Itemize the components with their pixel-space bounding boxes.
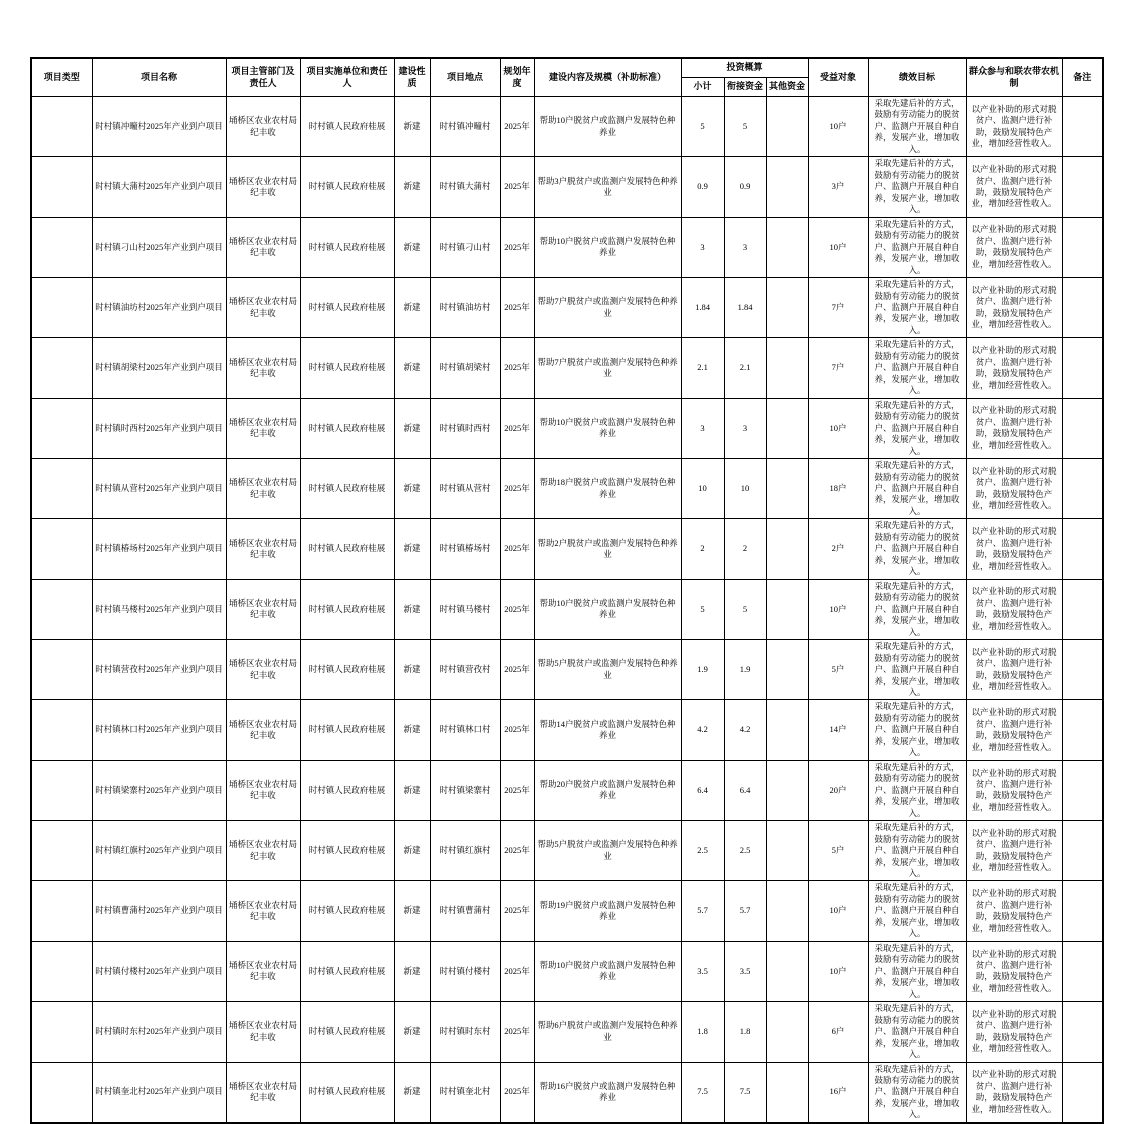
cell-remarks [1062, 760, 1103, 820]
cell-subtotal: 0.9 [681, 157, 724, 217]
cell-remarks [1062, 640, 1103, 700]
cell-remarks [1062, 157, 1103, 217]
table-row [31, 217, 1103, 277]
cell-year: 2025年 [500, 97, 534, 157]
cell-project-type [31, 157, 92, 217]
table-row [31, 519, 1103, 579]
cell-nature: 新建 [394, 941, 430, 1001]
cell-content: 帮助10户脱贫户或监测户发展特色种养业 [534, 579, 681, 639]
cell-participation: 以产业补助的形式对脱贫户、监测户进行补助，鼓励发展特色产业，增加经营性收入。 [966, 579, 1062, 639]
cell-authority: 埇桥区农业农村局 纪丰收 [226, 459, 300, 519]
project-table [30, 57, 1104, 1124]
cell-year: 2025年 [500, 398, 534, 458]
cell-project-name: 时村镇椿场村2025年产业到户项目 [92, 519, 226, 579]
cell-nature: 新建 [394, 1002, 430, 1062]
cell-implementer: 时村镇人民政府桂展 [300, 519, 394, 579]
cell-other-funds [766, 640, 808, 700]
cell-year: 2025年 [500, 278, 534, 338]
cell-cohesion-funds: 3 [724, 217, 766, 277]
cell-authority: 埇桥区农业农村局 纪丰收 [226, 700, 300, 760]
cell-location: 时村镇胡梁村 [430, 338, 500, 398]
cell-nature: 新建 [394, 579, 430, 639]
cell-cohesion-funds: 3.5 [724, 941, 766, 1001]
cell-subtotal: 4.2 [681, 700, 724, 760]
cell-participation: 以产业补助的形式对脱贫户、监测户进行补助，鼓励发展特色产业，增加经营性收入。 [966, 760, 1062, 820]
cell-project-name: 时村镇时东村2025年产业到户项目 [92, 1002, 226, 1062]
cell-nature: 新建 [394, 881, 430, 941]
cell-year: 2025年 [500, 338, 534, 398]
cell-location: 时村镇梁寨村 [430, 760, 500, 820]
cell-subtotal: 6.4 [681, 760, 724, 820]
cell-subtotal: 5 [681, 97, 724, 157]
cell-implementer: 时村镇人民政府桂展 [300, 881, 394, 941]
cell-subtotal: 3 [681, 398, 724, 458]
cell-cohesion-funds: 5 [724, 97, 766, 157]
cell-other-funds [766, 881, 808, 941]
table-row [31, 157, 1103, 217]
cell-beneficiaries: 6户 [808, 1002, 868, 1062]
header-implementer: 项目实施单位和责任人 [300, 58, 394, 97]
cell-cohesion-funds: 1.84 [724, 278, 766, 338]
cell-performance: 采取先建后补的方式，鼓励有劳动能力的脱贫户、监测户开展自种自养，发展产业，增加收入。 [868, 821, 966, 881]
cell-location: 时村镇刁山村 [430, 217, 500, 277]
cell-project-type [31, 579, 92, 639]
cell-project-name: 时村镇奎北村2025年产业到户项目 [92, 1062, 226, 1123]
cell-participation: 以产业补助的形式对脱贫户、监测户进行补助，鼓励发展特色产业，增加经营性收入。 [966, 157, 1062, 217]
cell-authority: 埇桥区农业农村局 纪丰收 [226, 941, 300, 1001]
cell-remarks [1062, 821, 1103, 881]
cell-authority: 埇桥区农业农村局 纪丰收 [226, 97, 300, 157]
cell-participation: 以产业补助的形式对脱贫户、监测户进行补助，鼓励发展特色产业，增加经营性收入。 [966, 217, 1062, 277]
table-row [31, 459, 1103, 519]
cell-nature: 新建 [394, 760, 430, 820]
cell-other-funds [766, 398, 808, 458]
cell-remarks [1062, 217, 1103, 277]
cell-beneficiaries: 16户 [808, 1062, 868, 1123]
cell-content: 帮助7户脱贫户或监测户发展特色种养业 [534, 338, 681, 398]
cell-project-type [31, 459, 92, 519]
table-header [31, 58, 1103, 97]
cell-participation: 以产业补助的形式对脱贫户、监测户进行补助，鼓励发展特色产业，增加经营性收入。 [966, 1002, 1062, 1062]
cell-content: 帮助10户脱贫户或监测户发展特色种养业 [534, 398, 681, 458]
cell-project-type [31, 398, 92, 458]
cell-project-type [31, 881, 92, 941]
cell-authority: 埇桥区农业农村局 纪丰收 [226, 640, 300, 700]
cell-participation: 以产业补助的形式对脱贫户、监测户进行补助，鼓励发展特色产业，增加经营性收入。 [966, 700, 1062, 760]
cell-performance: 采取先建后补的方式，鼓励有劳动能力的脱贫户、监测户开展自种自养，发展产业，增加收入。 [868, 1002, 966, 1062]
cell-performance: 采取先建后补的方式，鼓励有劳动能力的脱贫户、监测户开展自种自养，发展产业，增加收入。 [868, 97, 966, 157]
cell-location: 时村镇油坊村 [430, 278, 500, 338]
cell-performance: 采取先建后补的方式，鼓励有劳动能力的脱贫户、监测户开展自种自养，发展产业，增加收入。 [868, 217, 966, 277]
cell-subtotal: 3.5 [681, 941, 724, 1001]
cell-authority: 埇桥区农业农村局 纪丰收 [226, 519, 300, 579]
cell-authority: 埇桥区农业农村局 纪丰收 [226, 278, 300, 338]
cell-performance: 采取先建后补的方式，鼓励有劳动能力的脱贫户、监测户开展自种自养，发展产业，增加收入。 [868, 760, 966, 820]
header-authority: 项目主管部门及责任人 [226, 58, 300, 97]
header-beneficiaries: 受益对象 [808, 58, 868, 97]
cell-year: 2025年 [500, 881, 534, 941]
cell-implementer: 时村镇人民政府桂展 [300, 217, 394, 277]
cell-implementer: 时村镇人民政府桂展 [300, 579, 394, 639]
cell-year: 2025年 [500, 519, 534, 579]
cell-subtotal: 5 [681, 579, 724, 639]
cell-authority: 埇桥区农业农村局 纪丰收 [226, 760, 300, 820]
cell-project-type [31, 640, 92, 700]
cell-year: 2025年 [500, 579, 534, 639]
header-cohesion-funds: 衔接资金 [724, 78, 766, 97]
cell-year: 2025年 [500, 941, 534, 1001]
cell-nature: 新建 [394, 338, 430, 398]
cell-participation: 以产业补助的形式对脱贫户、监测户进行补助，鼓励发展特色产业，增加经营性收入。 [966, 1062, 1062, 1123]
cell-project-name: 时村镇营孜村2025年产业到户项目 [92, 640, 226, 700]
cell-cohesion-funds: 2 [724, 519, 766, 579]
cell-cohesion-funds: 1.8 [724, 1002, 766, 1062]
cell-cohesion-funds: 10 [724, 459, 766, 519]
cell-location: 时村镇红旗村 [430, 821, 500, 881]
cell-remarks [1062, 579, 1103, 639]
cell-authority: 埇桥区农业农村局 纪丰收 [226, 1062, 300, 1123]
cell-content: 帮助19户脱贫户或监测户发展特色种养业 [534, 881, 681, 941]
cell-remarks [1062, 338, 1103, 398]
cell-participation: 以产业补助的形式对脱贫户、监测户进行补助，鼓励发展特色产业，增加经营性收入。 [966, 821, 1062, 881]
cell-beneficiaries: 3户 [808, 157, 868, 217]
cell-location: 时村镇奎北村 [430, 1062, 500, 1123]
cell-cohesion-funds: 0.9 [724, 157, 766, 217]
cell-performance: 采取先建后补的方式，鼓励有劳动能力的脱贫户、监测户开展自种自养，发展产业，增加收入。 [868, 640, 966, 700]
cell-authority: 埇桥区农业农村局 纪丰收 [226, 881, 300, 941]
cell-authority: 埇桥区农业农村局 纪丰收 [226, 157, 300, 217]
cell-nature: 新建 [394, 700, 430, 760]
cell-performance: 采取先建后补的方式，鼓励有劳动能力的脱贫户、监测户开展自种自养，发展产业，增加收入。 [868, 278, 966, 338]
cell-year: 2025年 [500, 157, 534, 217]
cell-subtotal: 3 [681, 217, 724, 277]
header-other-funds: 其他资金 [766, 78, 808, 97]
cell-implementer: 时村镇人民政府桂展 [300, 97, 394, 157]
cell-content: 帮助20户脱贫户或监测户发展特色种养业 [534, 760, 681, 820]
cell-cohesion-funds: 3 [724, 398, 766, 458]
cell-participation: 以产业补助的形式对脱贫户、监测户进行补助，鼓励发展特色产业，增加经营性收入。 [966, 338, 1062, 398]
cell-participation: 以产业补助的形式对脱贫户、监测户进行补助，鼓励发展特色产业，增加经营性收入。 [966, 398, 1062, 458]
cell-beneficiaries: 14户 [808, 700, 868, 760]
cell-implementer: 时村镇人民政府桂展 [300, 941, 394, 1001]
cell-beneficiaries: 20户 [808, 760, 868, 820]
cell-cohesion-funds: 2.1 [724, 338, 766, 398]
cell-nature: 新建 [394, 640, 430, 700]
cell-project-name: 时村镇梁寨村2025年产业到户项目 [92, 760, 226, 820]
cell-beneficiaries: 18户 [808, 459, 868, 519]
cell-beneficiaries: 5户 [808, 640, 868, 700]
cell-cohesion-funds: 7.5 [724, 1062, 766, 1123]
cell-other-funds [766, 217, 808, 277]
cell-beneficiaries: 10户 [808, 217, 868, 277]
cell-remarks [1062, 700, 1103, 760]
cell-location: 时村镇林口村 [430, 700, 500, 760]
cell-location: 时村镇冲疃村 [430, 97, 500, 157]
cell-implementer: 时村镇人民政府桂展 [300, 640, 394, 700]
cell-other-funds [766, 157, 808, 217]
cell-nature: 新建 [394, 278, 430, 338]
cell-participation: 以产业补助的形式对脱贫户、监测户进行补助，鼓励发展特色产业，增加经营性收入。 [966, 640, 1062, 700]
table-row [31, 881, 1103, 941]
cell-nature: 新建 [394, 217, 430, 277]
header-performance: 绩效目标 [868, 58, 966, 97]
table-row [31, 97, 1103, 157]
cell-project-type [31, 519, 92, 579]
header-remarks: 备注 [1062, 58, 1103, 97]
cell-remarks [1062, 941, 1103, 1001]
cell-remarks [1062, 881, 1103, 941]
cell-year: 2025年 [500, 217, 534, 277]
table-row [31, 579, 1103, 639]
cell-remarks [1062, 398, 1103, 458]
cell-subtotal: 7.5 [681, 1062, 724, 1123]
cell-participation: 以产业补助的形式对脱贫户、监测户进行补助，鼓励发展特色产业，增加经营性收入。 [966, 459, 1062, 519]
cell-project-name: 时村镇时西村2025年产业到户项目 [92, 398, 226, 458]
cell-beneficiaries: 5户 [808, 821, 868, 881]
cell-other-funds [766, 579, 808, 639]
cell-beneficiaries: 10户 [808, 579, 868, 639]
cell-beneficiaries: 7户 [808, 338, 868, 398]
cell-authority: 埇桥区农业农村局 纪丰收 [226, 821, 300, 881]
cell-subtotal: 1.8 [681, 1002, 724, 1062]
cell-year: 2025年 [500, 1002, 534, 1062]
cell-implementer: 时村镇人民政府桂展 [300, 700, 394, 760]
table-row [31, 821, 1103, 881]
table-row [31, 398, 1103, 458]
cell-implementer: 时村镇人民政府桂展 [300, 398, 394, 458]
cell-authority: 埇桥区农业农村局 纪丰收 [226, 338, 300, 398]
cell-location: 时村镇付楼村 [430, 941, 500, 1001]
cell-content: 帮助18户脱贫户或监测户发展特色种养业 [534, 459, 681, 519]
cell-performance: 采取先建后补的方式，鼓励有劳动能力的脱贫户、监测户开展自种自养，发展产业，增加收入。 [868, 941, 966, 1001]
cell-implementer: 时村镇人民政府桂展 [300, 338, 394, 398]
cell-content: 帮助5户脱贫户或监测户发展特色种养业 [534, 640, 681, 700]
document-sheet [30, 57, 1093, 1124]
table-row [31, 278, 1103, 338]
cell-project-type [31, 700, 92, 760]
cell-performance: 采取先建后补的方式，鼓励有劳动能力的脱贫户、监测户开展自种自养，发展产业，增加收入。 [868, 1062, 966, 1123]
cell-nature: 新建 [394, 459, 430, 519]
cell-location: 时村镇营孜村 [430, 640, 500, 700]
cell-project-name: 时村镇大蒲村2025年产业到户项目 [92, 157, 226, 217]
cell-project-name: 时村镇红旗村2025年产业到户项目 [92, 821, 226, 881]
cell-content: 帮助10户脱贫户或监测户发展特色种养业 [534, 941, 681, 1001]
cell-remarks [1062, 459, 1103, 519]
cell-participation: 以产业补助的形式对脱贫户、监测户进行补助，鼓励发展特色产业，增加经营性收入。 [966, 97, 1062, 157]
header-subtotal: 小计 [681, 78, 724, 97]
cell-other-funds [766, 821, 808, 881]
cell-project-name: 时村镇马楼村2025年产业到户项目 [92, 579, 226, 639]
cell-implementer: 时村镇人民政府桂展 [300, 821, 394, 881]
cell-location: 时村镇时西村 [430, 398, 500, 458]
cell-cohesion-funds: 2.5 [724, 821, 766, 881]
cell-remarks [1062, 97, 1103, 157]
cell-performance: 采取先建后补的方式，鼓励有劳动能力的脱贫户、监测户开展自种自养，发展产业，增加收入。 [868, 579, 966, 639]
cell-cohesion-funds: 5.7 [724, 881, 766, 941]
cell-content: 帮助3户脱贫户或监测户发展特色种养业 [534, 157, 681, 217]
cell-participation: 以产业补助的形式对脱贫户、监测户进行补助，鼓励发展特色产业，增加经营性收入。 [966, 941, 1062, 1001]
cell-subtotal: 10 [681, 459, 724, 519]
cell-project-type [31, 338, 92, 398]
cell-project-name: 时村镇从营村2025年产业到户项目 [92, 459, 226, 519]
table-row [31, 1062, 1103, 1123]
cell-participation: 以产业补助的形式对脱贫户、监测户进行补助，鼓励发展特色产业，增加经营性收入。 [966, 881, 1062, 941]
header-content: 建设内容及规模（补助标准） [534, 58, 681, 97]
cell-implementer: 时村镇人民政府桂展 [300, 278, 394, 338]
cell-beneficiaries: 10户 [808, 881, 868, 941]
cell-nature: 新建 [394, 821, 430, 881]
header-nature: 建设性质 [394, 58, 430, 97]
cell-location: 时村镇曹蒲村 [430, 881, 500, 941]
cell-other-funds [766, 941, 808, 1001]
cell-remarks [1062, 1062, 1103, 1123]
cell-beneficiaries: 10户 [808, 97, 868, 157]
cell-project-name: 时村镇刁山村2025年产业到户项目 [92, 217, 226, 277]
cell-participation: 以产业补助的形式对脱贫户、监测户进行补助，鼓励发展特色产业，增加经营性收入。 [966, 278, 1062, 338]
cell-other-funds [766, 519, 808, 579]
cell-subtotal: 5.7 [681, 881, 724, 941]
cell-performance: 采取先建后补的方式，鼓励有劳动能力的脱贫户、监测户开展自种自养，发展产业，增加收入。 [868, 459, 966, 519]
cell-content: 帮助14户脱贫户或监测户发展特色种养业 [534, 700, 681, 760]
cell-nature: 新建 [394, 1062, 430, 1123]
cell-subtotal: 2.5 [681, 821, 724, 881]
cell-content: 帮助7户脱贫户或监测户发展特色种养业 [534, 278, 681, 338]
header-year: 规划年度 [500, 58, 534, 97]
cell-authority: 埇桥区农业农村局 纪丰收 [226, 1002, 300, 1062]
cell-content: 帮助5户脱贫户或监测户发展特色种养业 [534, 821, 681, 881]
cell-beneficiaries: 2户 [808, 519, 868, 579]
cell-authority: 埇桥区农业农村局 纪丰收 [226, 579, 300, 639]
cell-year: 2025年 [500, 821, 534, 881]
cell-remarks [1062, 1002, 1103, 1062]
cell-implementer: 时村镇人民政府桂展 [300, 1002, 394, 1062]
header-project-type: 项目类型 [31, 58, 92, 97]
table-row [31, 760, 1103, 820]
cell-subtotal: 2.1 [681, 338, 724, 398]
table-body [31, 97, 1103, 1123]
cell-content: 帮助10户脱贫户或监测户发展特色种养业 [534, 217, 681, 277]
header-project-name: 项目名称 [92, 58, 226, 97]
cell-project-type [31, 217, 92, 277]
table-row [31, 700, 1103, 760]
cell-implementer: 时村镇人民政府桂展 [300, 459, 394, 519]
cell-project-name: 时村镇林口村2025年产业到户项目 [92, 700, 226, 760]
cell-project-type [31, 760, 92, 820]
header-participation: 群众参与和联农带农机制 [966, 58, 1062, 97]
header-location: 项目地点 [430, 58, 500, 97]
cell-project-type [31, 1002, 92, 1062]
cell-nature: 新建 [394, 97, 430, 157]
cell-implementer: 时村镇人民政府桂展 [300, 157, 394, 217]
cell-nature: 新建 [394, 398, 430, 458]
cell-other-funds [766, 278, 808, 338]
cell-cohesion-funds: 4.2 [724, 700, 766, 760]
cell-beneficiaries: 10户 [808, 398, 868, 458]
header-row-1 [31, 58, 1103, 78]
cell-nature: 新建 [394, 157, 430, 217]
cell-other-funds [766, 459, 808, 519]
cell-beneficiaries: 10户 [808, 941, 868, 1001]
table-row [31, 941, 1103, 1001]
cell-other-funds [766, 700, 808, 760]
cell-project-name: 时村镇冲疃村2025年产业到户项目 [92, 97, 226, 157]
cell-project-type [31, 1062, 92, 1123]
cell-year: 2025年 [500, 700, 534, 760]
cell-location: 时村镇大蒲村 [430, 157, 500, 217]
cell-remarks [1062, 278, 1103, 338]
cell-other-funds [766, 338, 808, 398]
cell-authority: 埇桥区农业农村局 纪丰收 [226, 217, 300, 277]
cell-cohesion-funds: 5 [724, 579, 766, 639]
cell-project-type [31, 97, 92, 157]
cell-year: 2025年 [500, 640, 534, 700]
cell-other-funds [766, 1002, 808, 1062]
cell-other-funds [766, 760, 808, 820]
cell-performance: 采取先建后补的方式，鼓励有劳动能力的脱贫户、监测户开展自种自养，发展产业，增加收入。 [868, 338, 966, 398]
cell-year: 2025年 [500, 760, 534, 820]
table-row [31, 1002, 1103, 1062]
cell-nature: 新建 [394, 519, 430, 579]
cell-other-funds [766, 1062, 808, 1123]
cell-project-name: 时村镇付楼村2025年产业到户项目 [92, 941, 226, 1001]
cell-other-funds [766, 97, 808, 157]
cell-remarks [1062, 519, 1103, 579]
cell-beneficiaries: 7户 [808, 278, 868, 338]
cell-cohesion-funds: 1.9 [724, 640, 766, 700]
cell-performance: 采取先建后补的方式，鼓励有劳动能力的脱贫户、监测户开展自种自养，发展产业，增加收入。 [868, 398, 966, 458]
cell-cohesion-funds: 6.4 [724, 760, 766, 820]
cell-location: 时村镇从营村 [430, 459, 500, 519]
table-row [31, 640, 1103, 700]
cell-year: 2025年 [500, 1062, 534, 1123]
cell-subtotal: 2 [681, 519, 724, 579]
cell-project-name: 时村镇胡梁村2025年产业到户项目 [92, 338, 226, 398]
cell-project-type [31, 278, 92, 338]
header-investment-group: 投资概算 [681, 58, 808, 78]
cell-project-name: 时村镇曹蒲村2025年产业到户项目 [92, 881, 226, 941]
cell-location: 时村镇马楼村 [430, 579, 500, 639]
cell-content: 帮助2户脱贫户或监测户发展特色种养业 [534, 519, 681, 579]
cell-performance: 采取先建后补的方式，鼓励有劳动能力的脱贫户、监测户开展自种自养，发展产业，增加收入。 [868, 519, 966, 579]
cell-authority: 埇桥区农业农村局 纪丰收 [226, 398, 300, 458]
cell-location: 时村镇时东村 [430, 1002, 500, 1062]
cell-performance: 采取先建后补的方式，鼓励有劳动能力的脱贫户、监测户开展自种自养，发展产业，增加收入。 [868, 157, 966, 217]
cell-year: 2025年 [500, 459, 534, 519]
cell-content: 帮助6户脱贫户或监测户发展特色种养业 [534, 1002, 681, 1062]
cell-project-type [31, 821, 92, 881]
cell-project-name: 时村镇油坊村2025年产业到户项目 [92, 278, 226, 338]
cell-subtotal: 1.9 [681, 640, 724, 700]
cell-location: 时村镇椿场村 [430, 519, 500, 579]
cell-participation: 以产业补助的形式对脱贫户、监测户进行补助，鼓励发展特色产业，增加经营性收入。 [966, 519, 1062, 579]
table-row [31, 338, 1103, 398]
cell-implementer: 时村镇人民政府桂展 [300, 1062, 394, 1123]
cell-implementer: 时村镇人民政府桂展 [300, 760, 394, 820]
cell-project-type [31, 941, 92, 1001]
cell-performance: 采取先建后补的方式，鼓励有劳动能力的脱贫户、监测户开展自种自养，发展产业，增加收入。 [868, 700, 966, 760]
cell-content: 帮助16户脱贫户或监测户发展特色种养业 [534, 1062, 681, 1123]
cell-subtotal: 1.84 [681, 278, 724, 338]
cell-performance: 采取先建后补的方式，鼓励有劳动能力的脱贫户、监测户开展自种自养，发展产业，增加收入。 [868, 881, 966, 941]
cell-content: 帮助10户脱贫户或监测户发展特色种养业 [534, 97, 681, 157]
